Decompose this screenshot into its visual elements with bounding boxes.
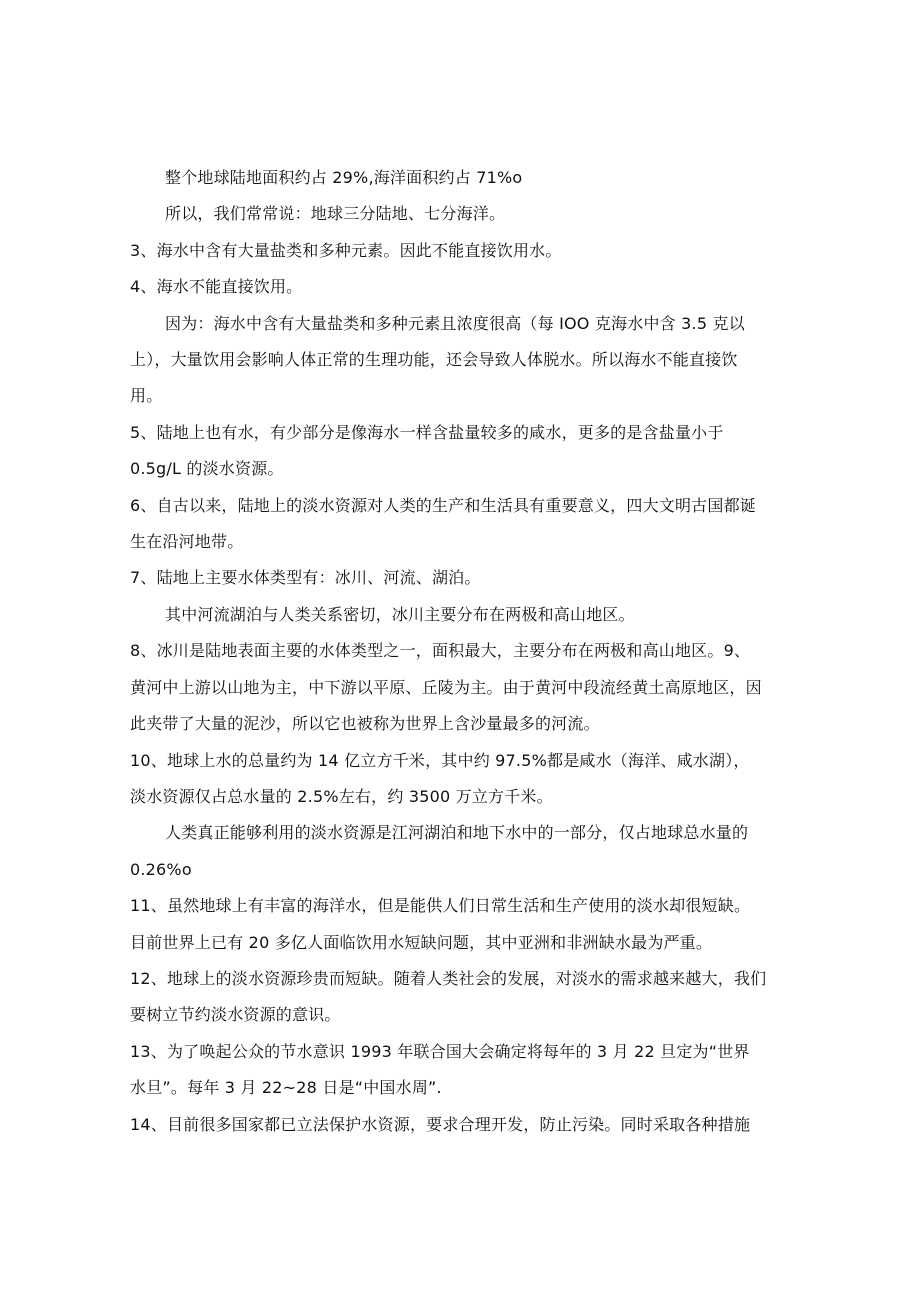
- text-line: 14、目前很多国家都已立法保护水资源，要求合理开发，防止污染。同时采取各种措施: [130, 1114, 751, 1134]
- text-line: 水旦”。每年 3 月 22~28 日是“中国水周”.: [130, 1078, 442, 1098]
- text-line: 3、海水中含有大量盐类和多种元素。因此不能直接饮用水。: [130, 240, 562, 260]
- paragraph: [130, 269, 795, 305]
- text-line: 7、陆地上主要水体类型有：冰川、河流、湖泊。: [130, 568, 481, 588]
- text-line: 整个地球陆地面积约占 29%,海洋面积约占 71%o: [165, 168, 523, 187]
- paragraph: [130, 160, 795, 196]
- paragraph: [130, 1034, 795, 1107]
- text-line: 所以，我们常常说：地球三分陆地、七分海洋。: [165, 204, 506, 224]
- text-line: 5、陆地上也有水，有少部分是像海水一样含盐量较多的咸水，更多的是含盐量小于: [130, 422, 724, 442]
- paragraph: [130, 233, 795, 269]
- text-line: 要树立节约淡水资源的意识。: [130, 1005, 341, 1025]
- paragraph: [130, 415, 795, 488]
- text-line: 11、虽然地球上有丰富的海洋水，但是能供人们日常生活和生产使用的淡水却很短缺。: [130, 896, 751, 916]
- text-line: 13、为了唤起公众的节水意识 1993 年联合国大会确定将每年的 3 月 22 旦定为“世界: [130, 1041, 750, 1061]
- text-line: 淡水资源仅占总水量的 2.5%左右，约 3500 万立方千米。: [130, 786, 553, 806]
- paragraph: [130, 1107, 795, 1143]
- text-line: 6、自古以来，陆地上的淡水资源对人类的生产和生活具有重要意义，四大文明古国都诞: [130, 495, 756, 515]
- paragraph: [130, 961, 795, 1034]
- text-line: 此夹带了大量的泥沙，所以它也被称为世界上含沙量最多的河流。: [130, 714, 600, 734]
- paragraph: [130, 597, 795, 633]
- paragraph: [130, 196, 795, 232]
- paragraph: [130, 633, 795, 742]
- paragraph: [130, 888, 795, 961]
- text-line: 0.26%o: [130, 859, 192, 879]
- text-line: 人类真正能够利用的淡水资源是江河湖泊和地下水中的一部分，仅占地球总水量的: [165, 823, 749, 843]
- text-line: 因为：海水中含有大量盐类和多种元素且浓度很高（每 IOO 克海水中含 3.5 克以: [165, 313, 745, 333]
- text-line: 上），大量饮用会影响人体正常的生理功能，还会导致人体脱水。所以海水不能直接饮: [130, 350, 738, 370]
- text-line: 其中河流湖泊与人类关系密切，冰川主要分布在两极和高山地区。: [165, 604, 635, 624]
- text-line: 黄河中上游以山地为主，中下游以平原、丘陵为主。由于黄河中段流经黄土高原地区，因: [130, 677, 762, 697]
- text-line: 0.5g/L 的淡水资源。: [130, 459, 284, 479]
- paragraph: [130, 306, 795, 415]
- text-line: 生在沿河地带。: [130, 532, 244, 552]
- paragraph: [130, 743, 795, 816]
- paragraph: [130, 560, 795, 596]
- text-line: 用。: [130, 386, 163, 406]
- text-line: 8、冰川是陆地表面主要的水体类型之一，面积最大，主要分布在两极和高山地区。9、: [130, 641, 751, 661]
- text-line: 10、地球上水的总量约为 14 亿立方千米，其中约 97.5%都是咸水（海洋、咸水湖），: [130, 750, 750, 770]
- text-line: 4、海水不能直接饮用。: [130, 277, 303, 297]
- paragraph: [130, 488, 795, 561]
- paragraph: [130, 815, 795, 888]
- text-line: 目前世界上已有 20 多亿人面临饮用水短缺问题，其中亚洲和非洲缺水最为严重。: [130, 932, 713, 952]
- text-line: 12、地球上的淡水资源珍贵而短缺。随着人类社会的发展，对淡水的需求越来越大，我们: [130, 968, 767, 988]
- document-body: [130, 160, 795, 1143]
